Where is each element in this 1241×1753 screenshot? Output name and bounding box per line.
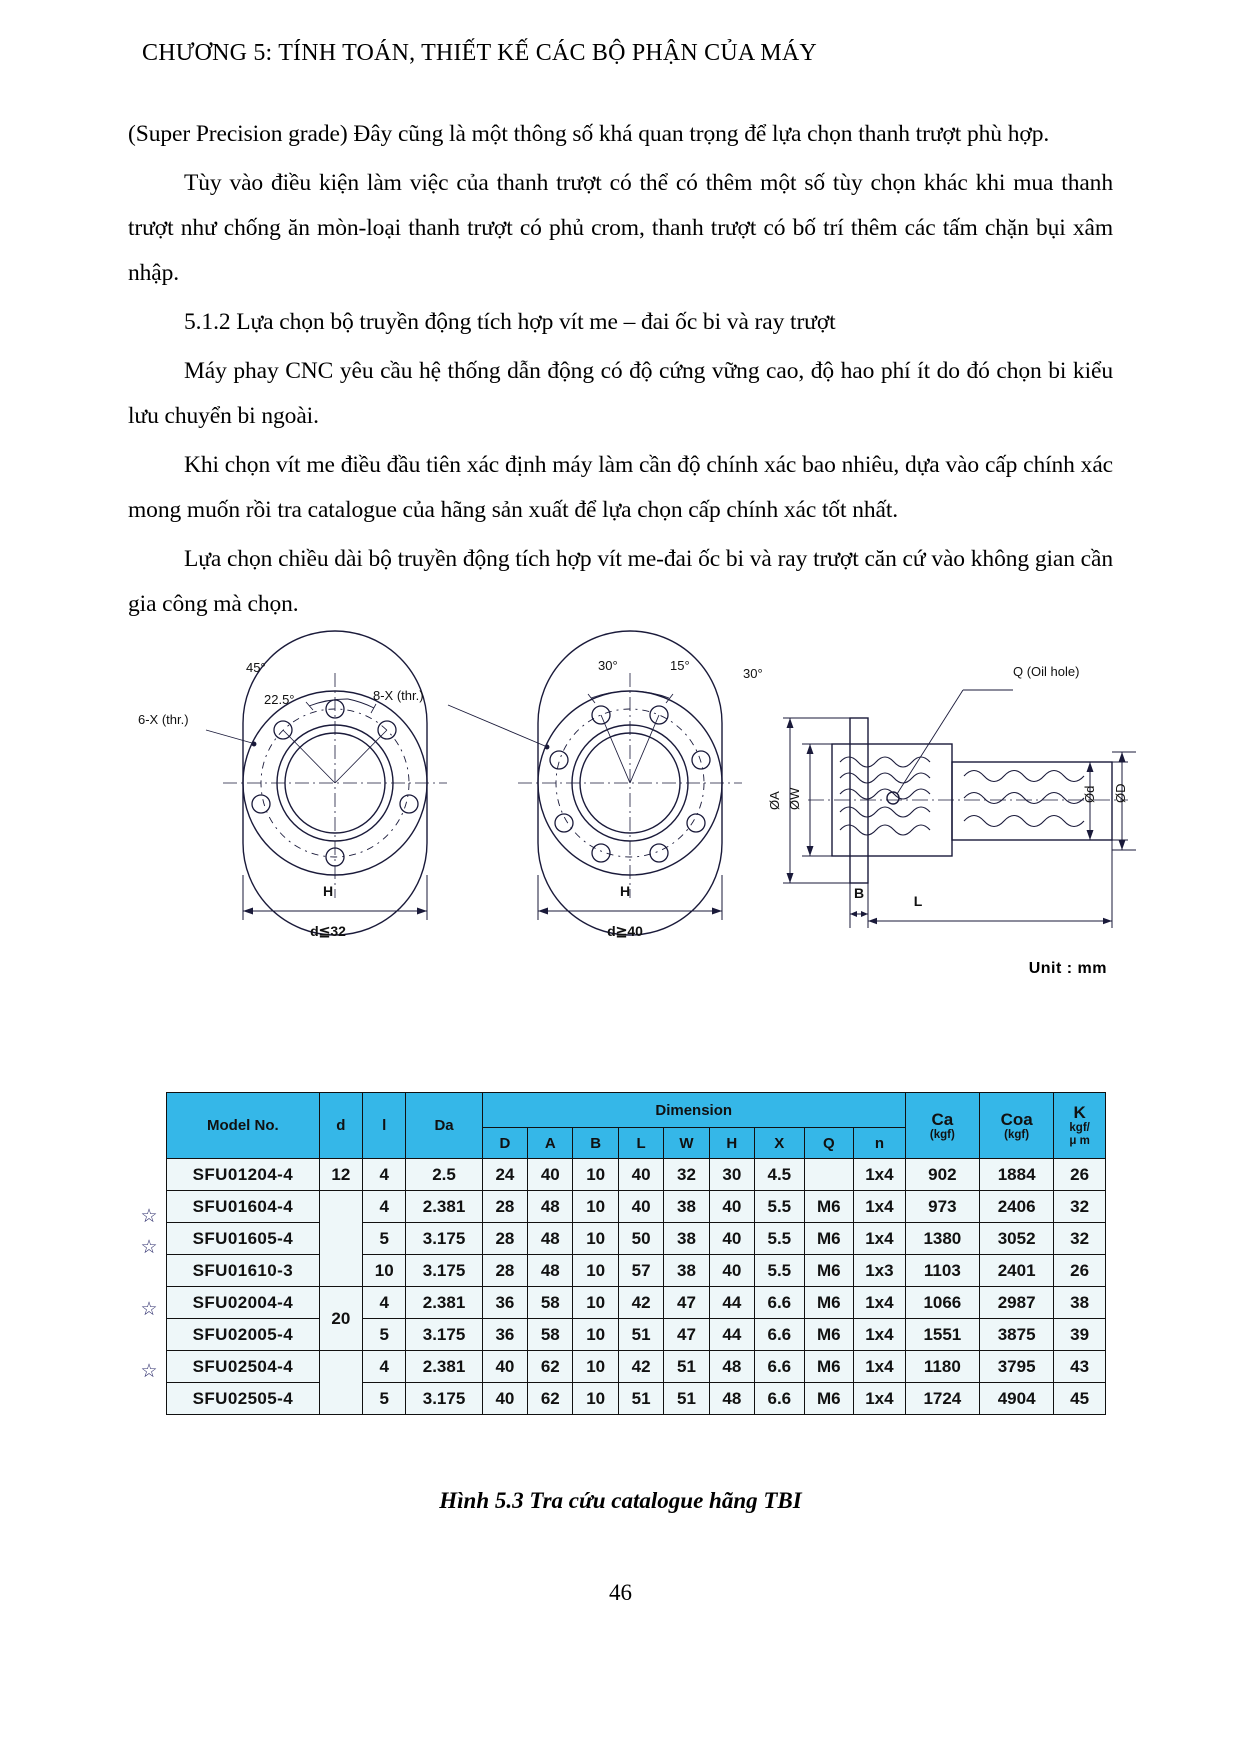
- catalogue-table-wrapper: [140, 1092, 1106, 1415]
- table-row: [167, 1351, 1106, 1383]
- label-angle-22-5: 22.5°: [264, 692, 295, 707]
- cell-D: 36: [482, 1287, 527, 1319]
- figure-5-3: [128, 648, 1128, 977]
- cell-n: 1x4: [854, 1191, 906, 1223]
- cell-A: 48: [528, 1223, 573, 1255]
- label-L: L: [913, 893, 923, 909]
- cell-ca: 1724: [905, 1383, 979, 1415]
- cell-ca: 1180: [905, 1351, 979, 1383]
- cell-L: 40: [618, 1191, 663, 1223]
- cell-model: SFU01610-3: [167, 1255, 320, 1287]
- table-row: [167, 1287, 1106, 1319]
- cell-da: 3.175: [406, 1255, 482, 1287]
- label-d-le-32: d≦32: [310, 923, 346, 939]
- col-header-ca: [905, 1093, 979, 1159]
- col-header-coa-main: Coa: [1000, 1109, 1033, 1129]
- cell-W: 38: [664, 1191, 709, 1223]
- cell-n: 1x4: [854, 1223, 906, 1255]
- cell-W: 38: [664, 1255, 709, 1287]
- label-B: B: [853, 885, 865, 901]
- cell-da: 3.175: [406, 1383, 482, 1415]
- cell-L: 42: [618, 1351, 663, 1383]
- cell-k: 26: [1054, 1255, 1106, 1287]
- cell-A: 62: [528, 1351, 573, 1383]
- cell-X: 6.6: [755, 1287, 805, 1319]
- cell-coa: 3875: [980, 1319, 1054, 1351]
- col-header-W: W: [664, 1128, 709, 1159]
- table-body: [167, 1159, 1106, 1415]
- cell-X: 4.5: [755, 1159, 805, 1191]
- cell-H: 40: [709, 1191, 754, 1223]
- cell-D: 40: [482, 1351, 527, 1383]
- cell-da: 3.175: [406, 1319, 482, 1351]
- paragraph-3: Máy phay CNC yêu cầu hệ thống dẫn động có độ cứng vững cao, độ hao phí ít do đó chọn bi kiểu lưu chuyển bi ngoài.: [128, 358, 1113, 429]
- cell-A: 40: [528, 1159, 573, 1191]
- cell-model: SFU01204-4: [167, 1159, 320, 1191]
- cell-l: 4: [363, 1351, 406, 1383]
- table-row: [167, 1319, 1106, 1351]
- label-8x-thr: 8-X (thr.): [373, 688, 424, 703]
- label-dia-D: ØD: [1113, 783, 1128, 803]
- col-header-D: D: [482, 1128, 527, 1159]
- cell-H: 48: [709, 1383, 754, 1415]
- cell-da: 2.381: [406, 1287, 482, 1319]
- cell-coa: 2406: [980, 1191, 1054, 1223]
- col-header-k-main: K: [1073, 1103, 1086, 1122]
- paragraph-2: Tùy vào điều kiện làm việc của thanh trượt có thể có thêm một số tùy chọn khác khi mua thanh trượt như chống ăn mòn-loại thanh trượt có phủ crom, thanh trượt có bố trí thêm các tấm chặn bụi xâm nhập.: [128, 170, 1113, 286]
- paragraph-5: Lựa chọn chiều dài bộ truyền động tích hợp vít me-đai ốc bi và ray trượt căn cứ vào không gian cần gia công mà chọn.: [128, 546, 1113, 617]
- body-text-column: [128, 112, 1113, 631]
- unit-note: Unit : mm: [1028, 960, 1107, 977]
- col-header-dimension-group: Dimension: [482, 1093, 905, 1128]
- cell-D: 40: [482, 1383, 527, 1415]
- label-d-ge-40: d≧40: [607, 923, 643, 939]
- cell-B: 10: [573, 1191, 618, 1223]
- col-header-Q: Q: [804, 1128, 854, 1159]
- cell-X: 5.5: [755, 1255, 805, 1287]
- cell-L: 51: [618, 1319, 663, 1351]
- label-angle-45: 45°: [246, 660, 266, 675]
- col-header-X: X: [755, 1128, 805, 1159]
- col-header-k-unit1: kgf/: [1069, 1122, 1090, 1134]
- cell-ca: 1103: [905, 1255, 979, 1287]
- cell-D: 28: [482, 1223, 527, 1255]
- figure-caption: Hình 5.3 Tra cứu catalogue hãng TBI: [439, 1488, 802, 1513]
- col-header-coa-unit: (kgf): [1004, 1128, 1030, 1141]
- cell-model: SFU02505-4: [167, 1383, 320, 1415]
- cell-W: 32: [664, 1159, 709, 1191]
- cell-l: 4: [363, 1159, 406, 1191]
- label-angle-30-right: 30°: [743, 666, 763, 681]
- cell-L: 50: [618, 1223, 663, 1255]
- cell-coa: 1884: [980, 1159, 1054, 1191]
- cell-L: 51: [618, 1383, 663, 1415]
- col-header-k-unit2: μ m: [1069, 1135, 1090, 1147]
- col-header-l: l: [363, 1093, 406, 1159]
- cell-d: 20: [319, 1287, 362, 1351]
- col-header-da: Da: [406, 1093, 482, 1159]
- col-header-A: A: [528, 1128, 573, 1159]
- cell-W: 38: [664, 1223, 709, 1255]
- label-H-right: H: [619, 883, 631, 899]
- col-header-coa: [980, 1093, 1054, 1159]
- cell-da: 2.381: [406, 1351, 482, 1383]
- cell-ca: 1551: [905, 1319, 979, 1351]
- cell-Q: M6: [804, 1255, 854, 1287]
- cell-d: [319, 1191, 362, 1287]
- cell-X: 6.6: [755, 1319, 805, 1351]
- cell-Q: M6: [804, 1191, 854, 1223]
- cell-B: 10: [573, 1351, 618, 1383]
- cell-n: 1x4: [854, 1383, 906, 1415]
- table-header-row-group: [167, 1093, 1106, 1128]
- label-oil-hole: Q (Oil hole): [1013, 664, 1080, 679]
- star-icon: ☆: [140, 1298, 158, 1320]
- cell-model: SFU01604-4: [167, 1191, 320, 1223]
- cell-l: 4: [363, 1191, 406, 1223]
- page-number: 46: [609, 1580, 632, 1605]
- cell-X: 5.5: [755, 1223, 805, 1255]
- cell-ca: 902: [905, 1159, 979, 1191]
- cell-D: 24: [482, 1159, 527, 1191]
- label-angle-30-left: 30°: [598, 658, 618, 673]
- cell-W: 47: [664, 1287, 709, 1319]
- cell-B: 10: [573, 1255, 618, 1287]
- cell-Q: M6: [804, 1351, 854, 1383]
- cell-coa: 2987: [980, 1287, 1054, 1319]
- cell-L: 57: [618, 1255, 663, 1287]
- cell-d: [319, 1351, 362, 1415]
- cell-A: 58: [528, 1287, 573, 1319]
- cell-B: 10: [573, 1383, 618, 1415]
- col-header-k: [1054, 1093, 1106, 1159]
- cell-B: 10: [573, 1287, 618, 1319]
- star-icon: ☆: [140, 1360, 158, 1382]
- cell-coa: 2401: [980, 1255, 1054, 1287]
- col-header-n: n: [854, 1128, 906, 1159]
- label-angle-15: 15°: [670, 658, 690, 673]
- label-H-left: H: [322, 883, 334, 899]
- cell-Q: M6: [804, 1319, 854, 1351]
- cell-k: 43: [1054, 1351, 1106, 1383]
- cell-B: 10: [573, 1223, 618, 1255]
- cell-Q: [804, 1159, 854, 1191]
- cell-X: 6.6: [755, 1351, 805, 1383]
- cell-l: 10: [363, 1255, 406, 1287]
- cell-k: 39: [1054, 1319, 1106, 1351]
- cell-ca: 1380: [905, 1223, 979, 1255]
- cell-D: 36: [482, 1319, 527, 1351]
- ballscrew-technical-drawing: [128, 648, 1128, 958]
- table-row: [167, 1223, 1106, 1255]
- cell-model: SFU02004-4: [167, 1287, 320, 1319]
- label-dia-A: ØA: [767, 791, 782, 810]
- running-head: CHƯƠNG 5: TÍNH TOÁN, THIẾT KẾ CÁC BỘ PHẬN CỦA MÁY: [142, 40, 817, 66]
- col-header-model: Model No.: [167, 1093, 320, 1159]
- cell-Q: M6: [804, 1223, 854, 1255]
- label-dia-W: ØW: [787, 787, 802, 810]
- cell-n: 1x3: [854, 1255, 906, 1287]
- col-header-ca-main: Ca: [931, 1109, 954, 1129]
- cell-D: 28: [482, 1255, 527, 1287]
- cell-B: 10: [573, 1319, 618, 1351]
- star-icon: ☆: [140, 1205, 158, 1227]
- cell-model: SFU02005-4: [167, 1319, 320, 1351]
- cell-H: 40: [709, 1255, 754, 1287]
- cell-A: 62: [528, 1383, 573, 1415]
- cell-l: 5: [363, 1383, 406, 1415]
- cell-D: 28: [482, 1191, 527, 1223]
- cell-n: 1x4: [854, 1159, 906, 1191]
- cell-H: 40: [709, 1223, 754, 1255]
- cell-Q: M6: [804, 1287, 854, 1319]
- cell-l: 5: [363, 1319, 406, 1351]
- cell-H: 48: [709, 1351, 754, 1383]
- cell-k: 26: [1054, 1159, 1106, 1191]
- section-heading-5-1-2: 5.1.2 Lựa chọn bộ truyền động tích hợp vít me – đai ốc bi và ray trượt: [184, 309, 836, 335]
- paragraph-1: (Super Precision grade) Đây cũng là một thông số khá quan trọng để lựa chọn thanh trượt phù hợp.: [128, 121, 1050, 147]
- cell-da: 3.175: [406, 1223, 482, 1255]
- cell-coa: 3052: [980, 1223, 1054, 1255]
- cell-H: 44: [709, 1287, 754, 1319]
- cell-H: 30: [709, 1159, 754, 1191]
- cell-A: 48: [528, 1191, 573, 1223]
- col-header-d: d: [319, 1093, 362, 1159]
- cell-A: 48: [528, 1255, 573, 1287]
- label-6x-thr: 6-X (thr.): [138, 712, 189, 727]
- col-header-H: H: [709, 1128, 754, 1159]
- cell-B: 10: [573, 1159, 618, 1191]
- cell-A: 58: [528, 1319, 573, 1351]
- cell-n: 1x4: [854, 1319, 906, 1351]
- cell-W: 51: [664, 1383, 709, 1415]
- cell-W: 51: [664, 1351, 709, 1383]
- cell-k: 38: [1054, 1287, 1106, 1319]
- star-icon: ☆: [140, 1236, 158, 1258]
- cell-k: 32: [1054, 1223, 1106, 1255]
- cell-n: 1x4: [854, 1351, 906, 1383]
- cell-da: 2.381: [406, 1191, 482, 1223]
- cell-coa: 4904: [980, 1383, 1054, 1415]
- cell-da: 2.5: [406, 1159, 482, 1191]
- col-header-ca-unit: (kgf): [929, 1128, 955, 1141]
- cell-Q: M6: [804, 1383, 854, 1415]
- cell-d: 12: [319, 1159, 362, 1191]
- cell-X: 5.5: [755, 1191, 805, 1223]
- col-header-L: L: [618, 1128, 663, 1159]
- cell-L: 42: [618, 1287, 663, 1319]
- table-row: [167, 1255, 1106, 1287]
- cell-n: 1x4: [854, 1287, 906, 1319]
- tbi-catalogue-table: [166, 1092, 1106, 1415]
- paragraph-4: Khi chọn vít me điều đầu tiên xác định máy làm cần độ chính xác bao nhiêu, dựa vào cấp chính xác mong muốn rồi tra catalogue của hãng sản xuất để lựa chọn cấp chính xác tốt nhất.: [128, 452, 1113, 523]
- cell-l: 4: [363, 1287, 406, 1319]
- label-dia-d: Ød: [1082, 785, 1097, 803]
- table-row: [167, 1159, 1106, 1191]
- col-header-B: B: [573, 1128, 618, 1159]
- cell-k: 45: [1054, 1383, 1106, 1415]
- cell-ca: 973: [905, 1191, 979, 1223]
- cell-coa: 3795: [980, 1351, 1054, 1383]
- cell-l: 5: [363, 1223, 406, 1255]
- cell-X: 6.6: [755, 1383, 805, 1415]
- table-row: [167, 1191, 1106, 1223]
- table-row: [167, 1383, 1106, 1415]
- cell-L: 40: [618, 1159, 663, 1191]
- cell-ca: 1066: [905, 1287, 979, 1319]
- cell-model: SFU02504-4: [167, 1351, 320, 1383]
- cell-model: SFU01605-4: [167, 1223, 320, 1255]
- cell-H: 44: [709, 1319, 754, 1351]
- cell-k: 32: [1054, 1191, 1106, 1223]
- cell-W: 47: [664, 1319, 709, 1351]
